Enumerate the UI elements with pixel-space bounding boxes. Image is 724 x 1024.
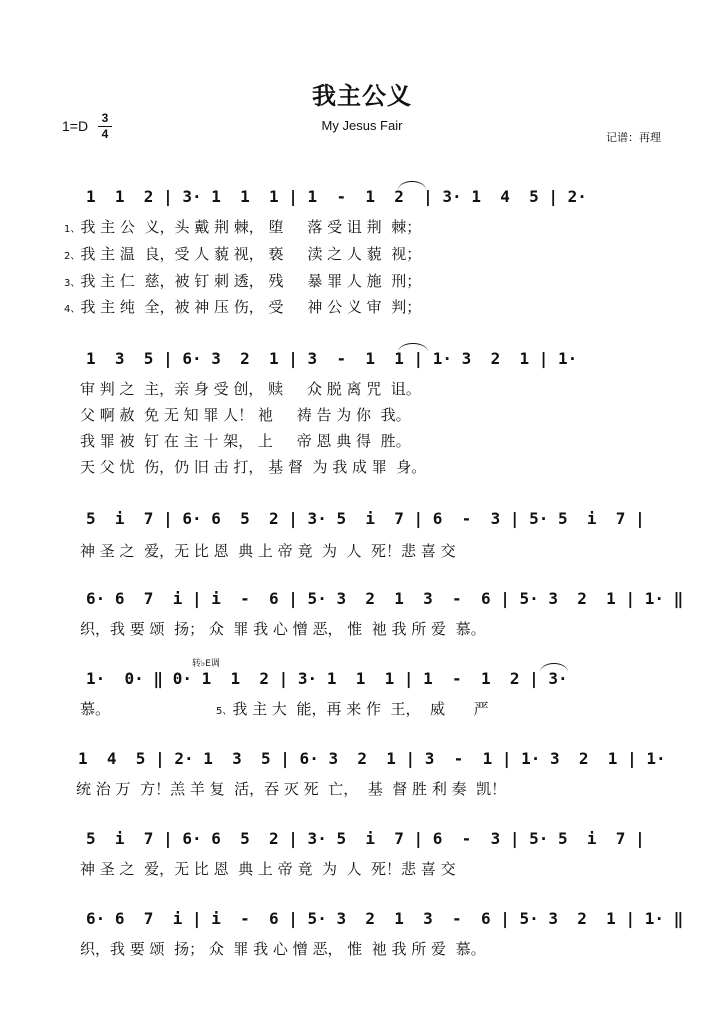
page-title: 我主公义	[312, 82, 412, 110]
lyric-verse-2: 2、我 主 温 良，受 人 藐 视， 亵 渎 之 人 藐 视；	[64, 245, 422, 263]
time-signature	[98, 112, 112, 141]
lyric-line-2a: 审 判 之 主，亲 身 受 创， 赎 众 脱 离 咒 诅。	[80, 380, 421, 398]
lyric-verse-4: 4、我 主 纯 全，被 神 压 伤， 受 神 公 义 审 判；	[64, 298, 422, 316]
lyric-verse-3: 3、我 主 仁 慈，被 钉 刺 透， 残 暴 罪 人 施 刑；	[64, 272, 422, 290]
notation-line-3: 5 i 7 | 6· 6 5 2 | 3· 5 i 7 | 6 - 3 | 5· 5 i 7 |	[86, 509, 645, 528]
slur-mark	[398, 181, 426, 190]
slur-mark	[540, 663, 568, 672]
lyric-line-7: 神 圣 之 爱，无 比 恩 典 上 帝 竟 为 人 死！悲 喜 交	[80, 860, 456, 878]
lyric-line-2b: 父 啊 赦 免 无 知 罪 人！ 祂 祷 告 为 你 我。	[80, 406, 411, 424]
meter-top: 3	[101, 111, 109, 125]
notation-line-4: 6· 6 7 i | i - 6 | 5· 3 2 1 3 - 6 | 5· 3 2 1 | 1· ‖	[86, 589, 684, 608]
lyric-line-6: 统 治 万 方！羔 羊 复 活，吞 灭 死 亡， 基 督 胜 利 奏 凯！	[76, 780, 507, 798]
notation-line-8: 6· 6 7 i | i - 6 | 5· 3 2 1 3 - 6 | 5· 3 2 1 | 1· ‖	[86, 909, 684, 928]
lyric-verse-5: 5、我 主 大 能，再 来 作 王， 威 严	[216, 700, 489, 718]
lyric-line-2c: 我 罪 被 钉 在 主 十 架， 上 帝 恩 典 得 胜。	[80, 432, 411, 450]
english-subtitle: My Jesus Fair	[321, 118, 403, 133]
lyric-line-2d: 天 父 忧 伤，仍 旧 击 打， 基 督 为 我 成 罪 身。	[80, 458, 427, 476]
lyric-verse-1: 1、我 主 公 义，头 戴 荆 棘， 堕 落 受 诅 荆 棘；	[64, 218, 422, 236]
lyric-line-8: 织，我 要 颂 扬； 众 罪 我 心 憎 恶， 惟 祂 我 所 爱 慕。	[80, 940, 486, 958]
notation-line-2: 1 3 5 | 6· 3 2 1 | 3 - 1 1 | 1· 3 2 1 | 1·	[86, 349, 578, 368]
lyric-line-4: 织，我 要 颂 扬； 众 罪 我 心 憎 恶， 惟 祂 我 所 爱 慕。	[80, 620, 486, 638]
transcriber-credit: 记谱：再理	[606, 131, 661, 144]
lyric-line-5-start: 慕。	[80, 700, 111, 718]
lyric-line-3: 神 圣 之 爱，无 比 恩 典 上 帝 竟 为 人 死！悲 喜 交	[80, 542, 456, 560]
key-change-label: 转♭E调	[192, 659, 220, 669]
notation-line-7: 5 i 7 | 6· 6 5 2 | 3· 5 i 7 | 6 - 3 | 5· 5 i 7 |	[86, 829, 645, 848]
key-signature: 1=D	[62, 118, 89, 134]
slur-mark	[398, 343, 428, 352]
meter-bottom: 4	[101, 127, 109, 141]
notation-line-1: 1 1 2 | 3· 1 1 1 | 1 - 1 2 | 3· 1 4 5 | 2·	[86, 187, 587, 206]
notation-line-5: 1· 0· ‖ 0· 1 1 2 | 3· 1 1 1 | 1 - 1 2 | 3·	[86, 669, 568, 688]
notation-line-6: 1 4 5 | 2· 1 3 5 | 6· 3 2 1 | 3 - 1 | 1· 3 2 1 | 1·	[78, 749, 666, 768]
